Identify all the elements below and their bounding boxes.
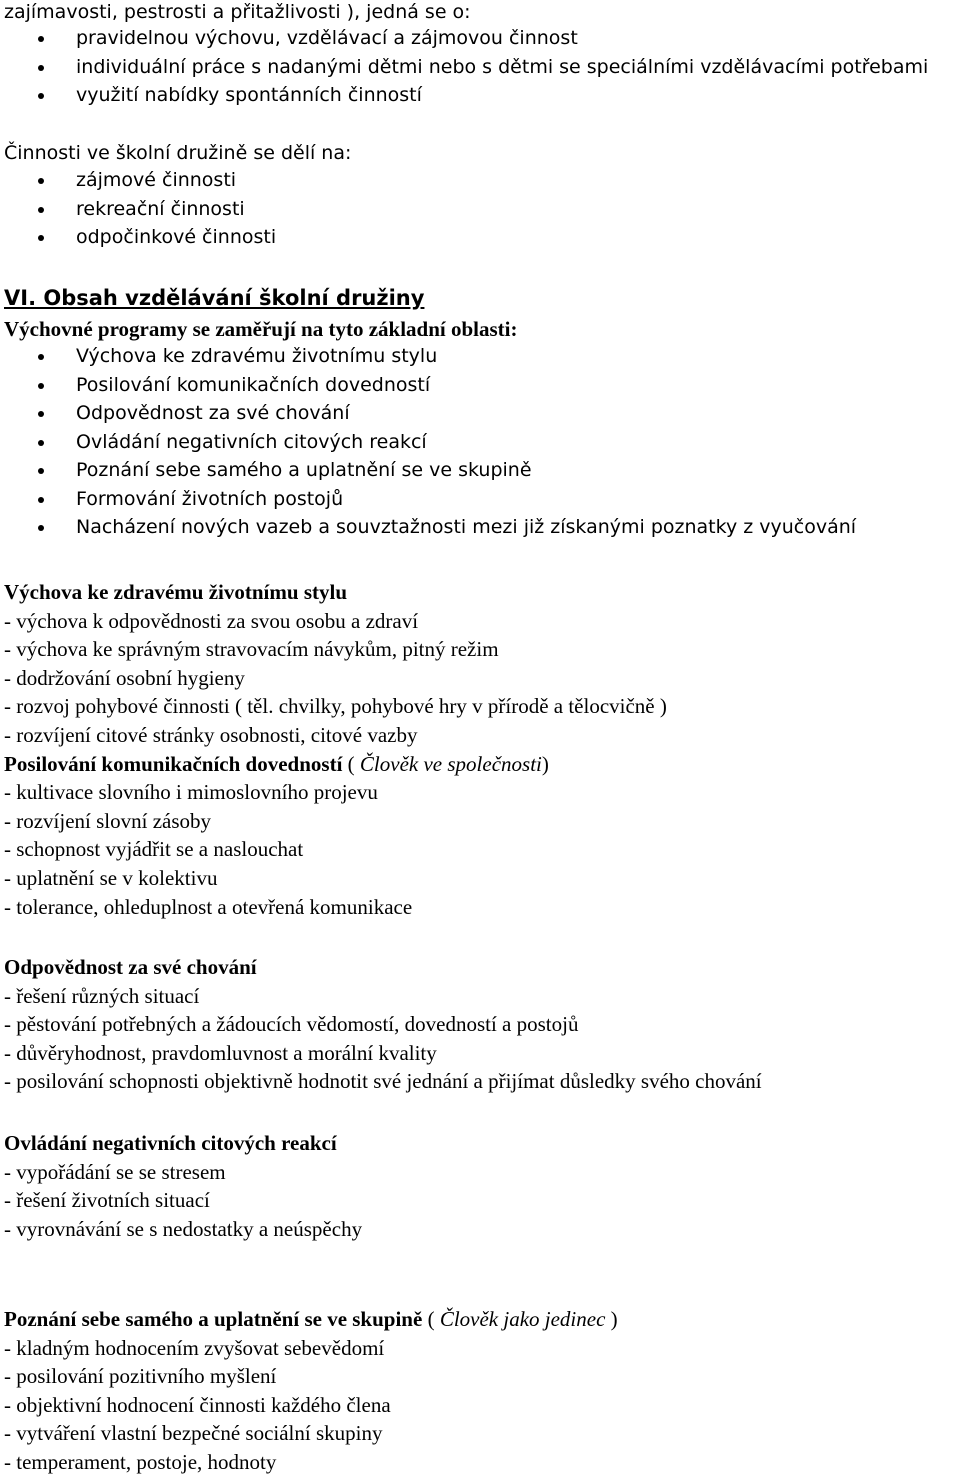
responsibility-block [4, 953, 762, 1096]
paren-open: ( [342, 751, 360, 776]
list-item: Nacházení nových vazeb a souvztažnosti mezi již získanými poznatky z vyučování [0, 513, 856, 542]
section-lead: Výchovné programy se zaměřují na tyto základní oblasti: [4, 317, 518, 341]
list-item: - kultivace slovního i mimoslovního projevu [4, 780, 378, 805]
list-item: - výchova k odpovědnosti za svou osobu a zdraví [4, 608, 419, 633]
communication-title: Posilování komunikačních dovedností [4, 751, 343, 776]
list-item: - pěstování potřebných a žádoucích vědomostí, dovedností a postojů [4, 1012, 579, 1037]
list-item: Formování životních postojů [0, 485, 856, 514]
list-item: Posilování komunikačních dovedností [0, 371, 856, 400]
health-communication-block [4, 578, 667, 921]
intro-lead: zajímavosti, pestrosti a přitažlivosti ), jedná se o: [4, 1, 471, 23]
list-item: Ovládání negativních citových reakcí [0, 428, 856, 457]
section-heading: VI. Obsah vzdělávání školní družiny [4, 286, 425, 310]
list-item: pravidelnou výchovu, vzdělávací a zájmovou činnost [0, 24, 928, 53]
list-item: - schopnost vyjádřit se a naslouchat [4, 837, 304, 862]
list-item: - tolerance, ohleduplnost a otevřená komunikace [4, 894, 413, 919]
list-item: - vytváření vlastní bezpečné sociální skupiny [4, 1421, 383, 1446]
emotions-block [4, 1129, 362, 1243]
list-item: - uplatnění se v kolektivu [4, 865, 218, 890]
list-item: - dodržování osobní hygieny [4, 665, 245, 690]
list-item: - temperament, postoje, hodnoty [4, 1449, 277, 1474]
list-item: - posilování schopnosti objektivně hodnotit své jednání a přijímat důsledky svého chování [4, 1069, 762, 1094]
activities-list [0, 166, 276, 252]
list-item: - objektivní hodnocení činnosti každého člena [4, 1392, 391, 1417]
emotions-title: Ovládání negativních citových reakcí [4, 1131, 337, 1155]
list-item: - řešení různých situací [4, 983, 200, 1008]
activities-lead: Činnosti ve školní družině se dělí na: [4, 142, 352, 164]
communication-note: Člověk ve společnosti [359, 751, 542, 776]
list-item: Poznání sebe samého a uplatnění se ve skupině [0, 456, 856, 485]
list-item: - posilování pozitivního myšlení [4, 1364, 277, 1389]
list-item: - kladným hodnocením zvyšovat sebevědomí [4, 1335, 385, 1360]
paren-close: ) [605, 1307, 618, 1331]
list-item: - rozvíjení citové stránky osobnosti, citové vazby [4, 722, 418, 747]
list-item: - důvěryhodnost, pravdomluvnost a morální kvality [4, 1040, 437, 1065]
list-item: Výchova ke zdravému životnímu stylu [0, 342, 856, 371]
list-item: odpočinkové činnosti [0, 223, 276, 252]
list-item: využití nabídky spontánních činností [0, 81, 928, 110]
communication-title-line [4, 750, 667, 779]
areas-list [0, 342, 856, 542]
list-item: Odpovědnost za své chování [0, 399, 856, 428]
responsibility-title: Odpovědnost za své chování [4, 955, 257, 979]
health-title: Výchova ke zdravému životnímu stylu [4, 580, 347, 604]
list-item: zájmové činnosti [0, 166, 276, 195]
self-note: Člověk jako jedinec [439, 1307, 606, 1331]
list-item: - řešení životních situací [4, 1188, 210, 1213]
list-item: - výchova ke správným stravovacím návykům, pitný režim [4, 637, 499, 662]
list-item: rekreační činnosti [0, 195, 276, 224]
self-block [4, 1305, 618, 1477]
list-item: - vypořádání se se stresem [4, 1159, 226, 1184]
list-item: - rozvíjení slovní zásoby [4, 808, 212, 833]
paren-close: ) [541, 751, 549, 776]
list-item: - rozvoj pohybové činnosti ( těl. chvilky, pohybové hry v přírodě a tělocvičně ) [4, 694, 667, 719]
intro-list [0, 24, 928, 110]
list-item: individuální práce s nadanými dětmi nebo s dětmi se speciálními vzdělávacími potřebami [0, 53, 928, 82]
self-title-line [4, 1305, 618, 1334]
paren-open: ( [422, 1307, 440, 1331]
self-title: Poznání sebe samého a uplatnění se ve skupině [4, 1307, 423, 1331]
list-item: - vyrovnávání se s nedostatky a neúspěchy [4, 1216, 363, 1241]
